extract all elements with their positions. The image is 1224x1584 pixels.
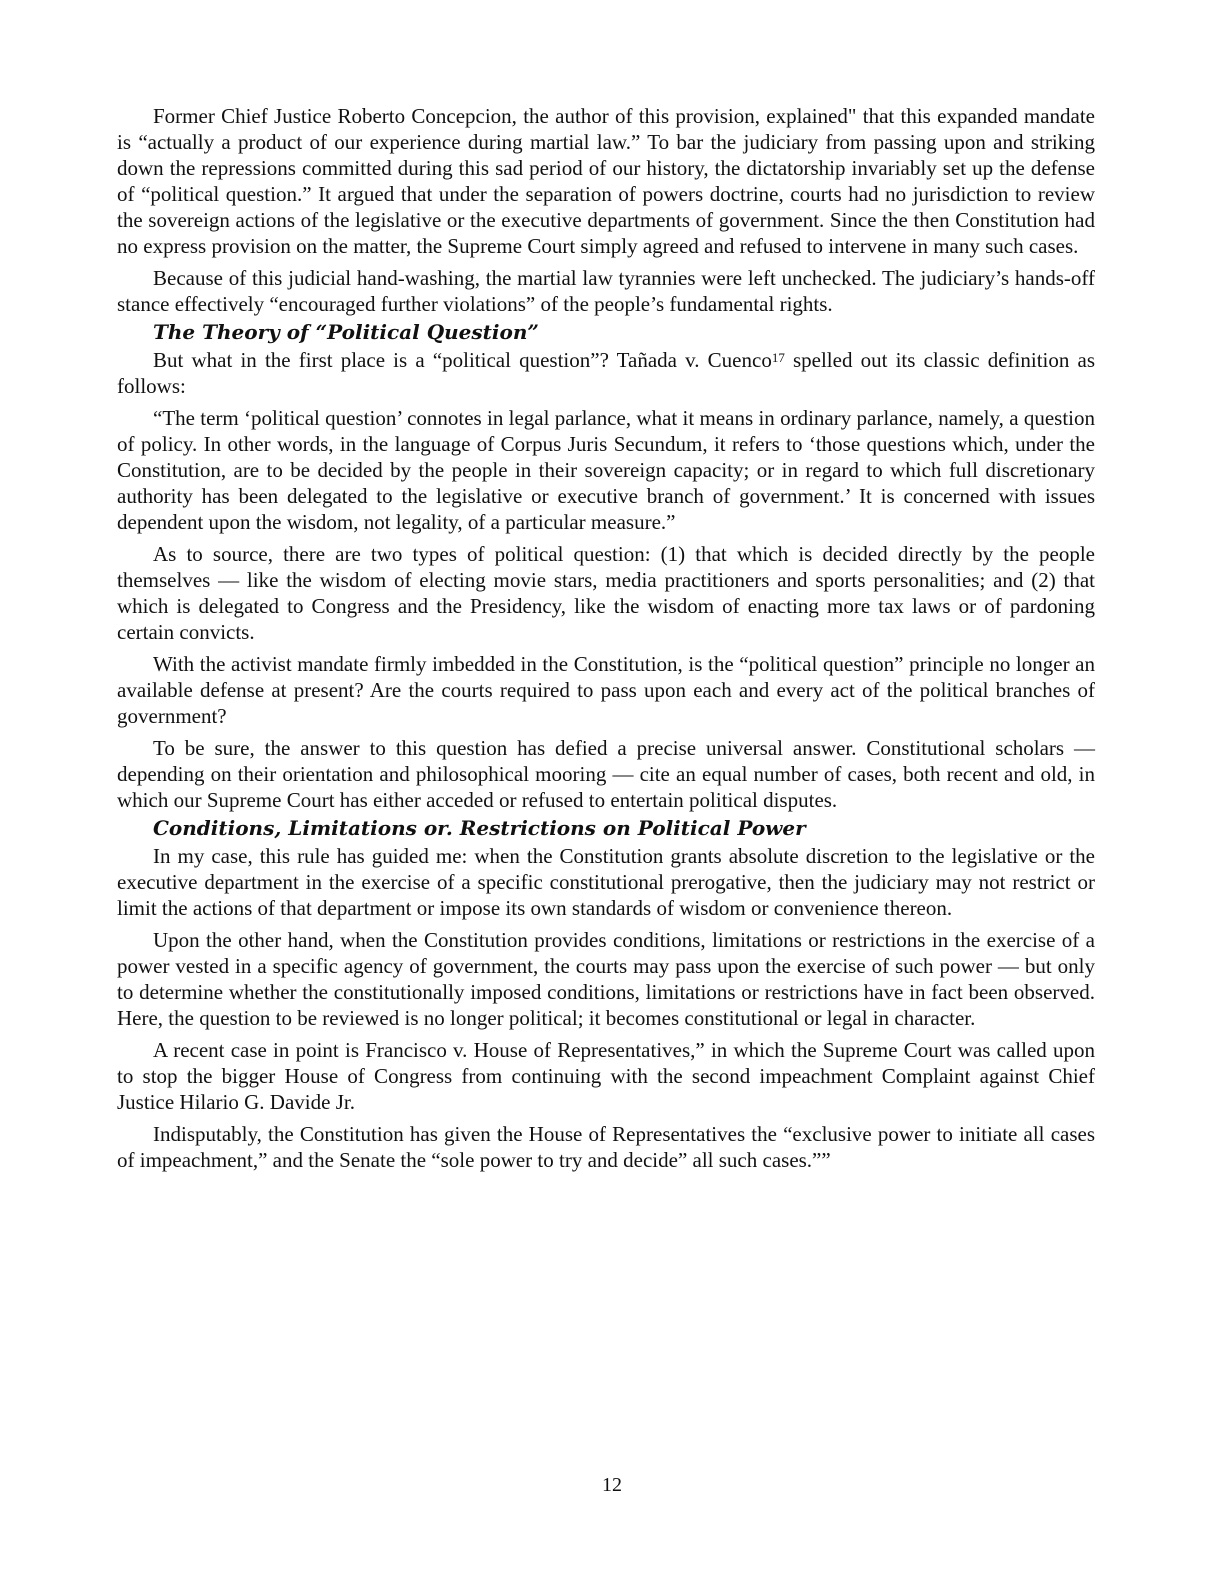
paragraph-quote: “The term ‘political question’ connotes in legal parlance, what it means in ordinary parlance, namely, a question of policy. In other words, in the language of Corpus Juris Secundum, it refers to ‘those questions which, under the Constitution, are to be decided by the people in their sovereign capacity; or in regard to which full discretionary authority has been delegated to the legislative or executive branch of government.’ It is concerned with issues dependent upon the wisdom, not legality, of a particular measure.” bbox=[117, 406, 1095, 534]
section-heading-political-question: The Theory of “Political Question” bbox=[153, 320, 539, 344]
page-number: 12 bbox=[602, 1474, 622, 1496]
footnote-marker: 17 bbox=[771, 350, 785, 365]
paragraph-intro-1: Former Chief Justice Roberto Concepcion, the author of this provision, explained" that this expanded mandate is “actually a product of our experience during martial law.” To bar the judiciary from passing upon and striking down the repressions committed during this sad period of our history, the dictatorship invariably set up the defense of “political question.” It argued that under the separation of powers doctrine, courts had no jurisdiction to review the sovereign actions of the legislative or the executive departments of government. Since the then Constitution had no express provision on the matter, the Supreme Court simply agreed and refused to intervene in many such cases. bbox=[117, 104, 1095, 258]
paragraph-text: spelled out its classic definition as follows: bbox=[117, 348, 1096, 398]
paragraph-to-be-sure: To be sure, the answer to this question has defied a precise universal answer. Constitutional scholars — depending on their orientation and philosophical mooring — cite an equal number of cases, both recent and old, in which our Supreme Court has either acceded or refused to entertain political disputes. bbox=[117, 736, 1095, 812]
paragraph-other-hand: Upon the other hand, when the Constitution provides conditions, limitations or restrictions in the exercise of a power vested in a specific agency of government, the courts may pass upon the exercise of such power — but only to determine whether the constitutionally imposed conditions, limitations or restrictions have in fact been observed. Here, the question to be reviewed is no longer political; it becomes constitutional or legal in character. bbox=[117, 928, 1095, 1030]
paragraph-indisputably: Indisputably, the Constitution has given the House of Representatives the “exclusive power to initiate all cases of impeachment,” and the Senate the “sole power to try and decide” all such cases.”” bbox=[117, 1122, 1095, 1172]
paragraph-my-case: In my case, this rule has guided me: when the Constitution grants absolute discretion to the legislative or the executive department in the exercise of a specific constitutional prerogative, then the judiciary may not restrict or limit the actions of that department or impose its own standards of wisdom or convenience thereon. bbox=[117, 844, 1095, 920]
paragraph-francisco: A recent case in point is Francisco v. House of Representatives,” in which the Supreme Court was called upon to stop the bigger House of Congress from continuing with the second impeachment Complaint against Chief Justice Hilario G. Davide Jr. bbox=[117, 1038, 1095, 1114]
paragraph-text: But what in the first place is a “political question”? Tañada v. Cuenco bbox=[153, 348, 772, 372]
paragraph-intro-2: Because of this judicial hand-washing, the martial law tyrannies were left unchecked. The judiciary’s hands-off stance effectively “encouraged further violations” of the people’s fundamental rights. bbox=[117, 266, 1095, 316]
paragraph-types: As to source, there are two types of political question: (1) that which is decided directly by the people themselves — like the wisdom of electing movie stars, media practitioners and sports personalities; and (2) that which is delegated to Congress and the Presidency, like the wisdom of enacting more tax laws or of pardoning certain convicts. bbox=[117, 542, 1095, 644]
section-heading-conditions: Conditions, Limitations or. Restrictions on Political Power bbox=[153, 816, 806, 840]
paragraph-activist-mandate: With the activist mandate firmly imbedded in the Constitution, is the “political question” principle no longer an available defense at present? Are the courts required to pass upon each and every act of the political branches of government? bbox=[117, 652, 1095, 728]
document-body bbox=[117, 103, 1095, 1173]
paragraph-tanada-definition bbox=[117, 347, 1095, 399]
